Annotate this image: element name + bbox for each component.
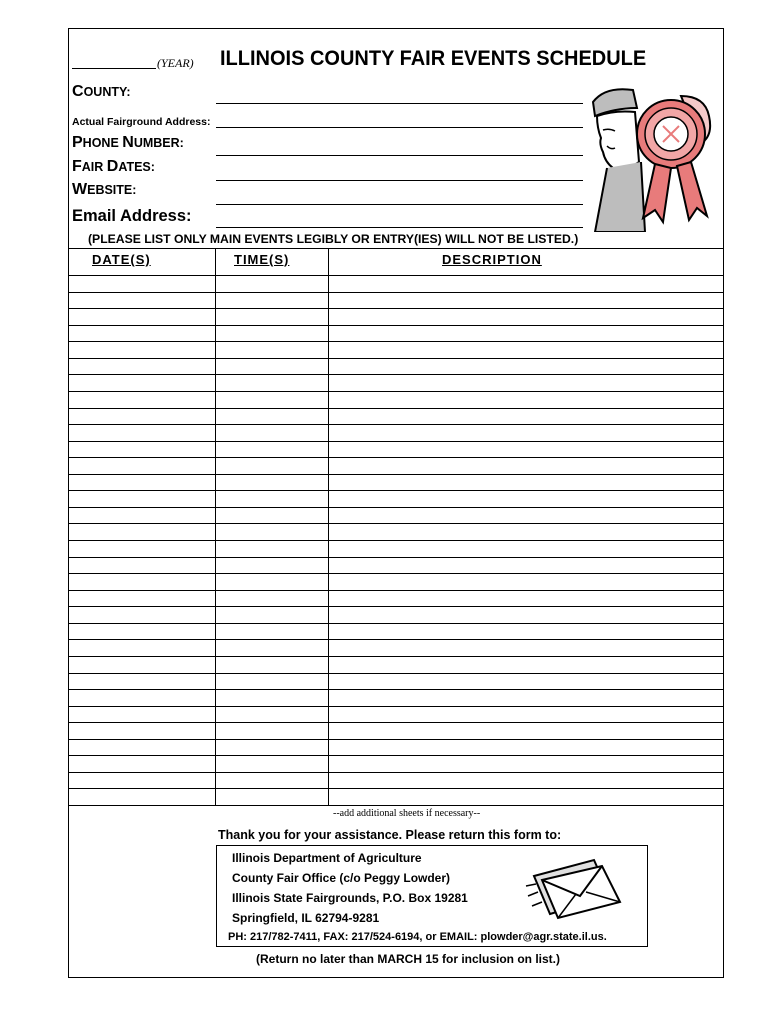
form-title: ILLINOIS COUNTY FAIR EVENTS SCHEDULE — [220, 46, 647, 70]
column-divider — [215, 248, 216, 805]
table-row[interactable] — [68, 805, 724, 806]
table-row[interactable] — [68, 490, 724, 491]
envelopes-icon — [524, 856, 628, 920]
year-label: (YEAR) — [157, 56, 194, 70]
table-row[interactable] — [68, 308, 724, 309]
table-row[interactable] — [68, 457, 724, 458]
column-divider — [328, 248, 329, 805]
phone-label: PHONE NUMBER: — [72, 134, 184, 151]
contact-line: PH: 217/782-7411, FAX: 217/524-6194, or EMAIL: plowder@agr.state.il.us. — [228, 931, 607, 943]
thanks-text: Thank you for your assistance. Please return this form to: — [218, 828, 562, 842]
column-header-times: TIME(S) — [234, 252, 290, 267]
table-row[interactable] — [68, 573, 724, 574]
table-row[interactable] — [68, 689, 724, 690]
website-label: WEBSITE: — [72, 181, 137, 198]
column-header-description: DESCRIPTION — [442, 252, 542, 267]
table-row[interactable] — [68, 441, 724, 442]
table-row[interactable] — [68, 325, 724, 326]
fairground-address-label: Actual Fairground Address: — [72, 116, 211, 128]
table-row[interactable] — [68, 523, 724, 524]
table-header-rule — [68, 275, 724, 276]
county-line[interactable] — [216, 103, 583, 104]
return-deadline-note: (Return no later than MARCH 15 for inclusion on list.) — [256, 952, 561, 966]
table-row[interactable] — [68, 540, 724, 541]
table-row[interactable] — [68, 507, 724, 508]
fair-dates-label: FAIR DATES: — [72, 158, 155, 175]
address-line: Illinois Department of Agriculture — [232, 851, 422, 865]
phone-line[interactable] — [216, 155, 583, 156]
table-top-rule — [68, 248, 724, 249]
table-row[interactable] — [68, 706, 724, 707]
table-row[interactable] — [68, 755, 724, 756]
table-row[interactable] — [68, 590, 724, 591]
table-row[interactable] — [68, 292, 724, 293]
table-row[interactable] — [68, 408, 724, 409]
column-header-dates: DATE(S) — [92, 252, 151, 267]
additional-sheets-note: --add additional sheets if necessary-- — [333, 808, 481, 819]
man-with-prize-ribbon-icon — [585, 82, 715, 232]
website-line[interactable] — [216, 204, 583, 205]
table-row[interactable] — [68, 739, 724, 740]
address-line: Springfield, IL 62794-9281 — [232, 911, 380, 925]
table-row[interactable] — [68, 358, 724, 359]
table-row[interactable] — [68, 722, 724, 723]
table-row[interactable] — [68, 623, 724, 624]
table-row[interactable] — [68, 772, 724, 773]
table-row[interactable] — [68, 341, 724, 342]
year-blank-line[interactable] — [72, 68, 156, 69]
table-row[interactable] — [68, 673, 724, 674]
email-label: Email Address: — [72, 207, 192, 225]
table-row[interactable] — [68, 557, 724, 558]
table-row[interactable] — [68, 606, 724, 607]
table-row[interactable] — [68, 424, 724, 425]
email-line[interactable] — [216, 227, 583, 228]
address-line: County Fair Office (c/o Peggy Lowder) — [232, 871, 451, 885]
table-row[interactable] — [68, 788, 724, 789]
fair-dates-line[interactable] — [216, 180, 583, 181]
table-row[interactable] — [68, 474, 724, 475]
table-row[interactable] — [68, 656, 724, 657]
table-row[interactable] — [68, 391, 724, 392]
table-row[interactable] — [68, 374, 724, 375]
table-row[interactable] — [68, 639, 724, 640]
fairground-address-line[interactable] — [216, 127, 583, 128]
county-label: COUNTY: — [72, 83, 131, 100]
address-line: Illinois State Fairgrounds, P.O. Box 19281 — [232, 891, 468, 905]
instructions-note: (PLEASE LIST ONLY MAIN EVENTS LEGIBLY OR ENTRY(IES) WILL NOT BE LISTED.) — [88, 232, 579, 246]
